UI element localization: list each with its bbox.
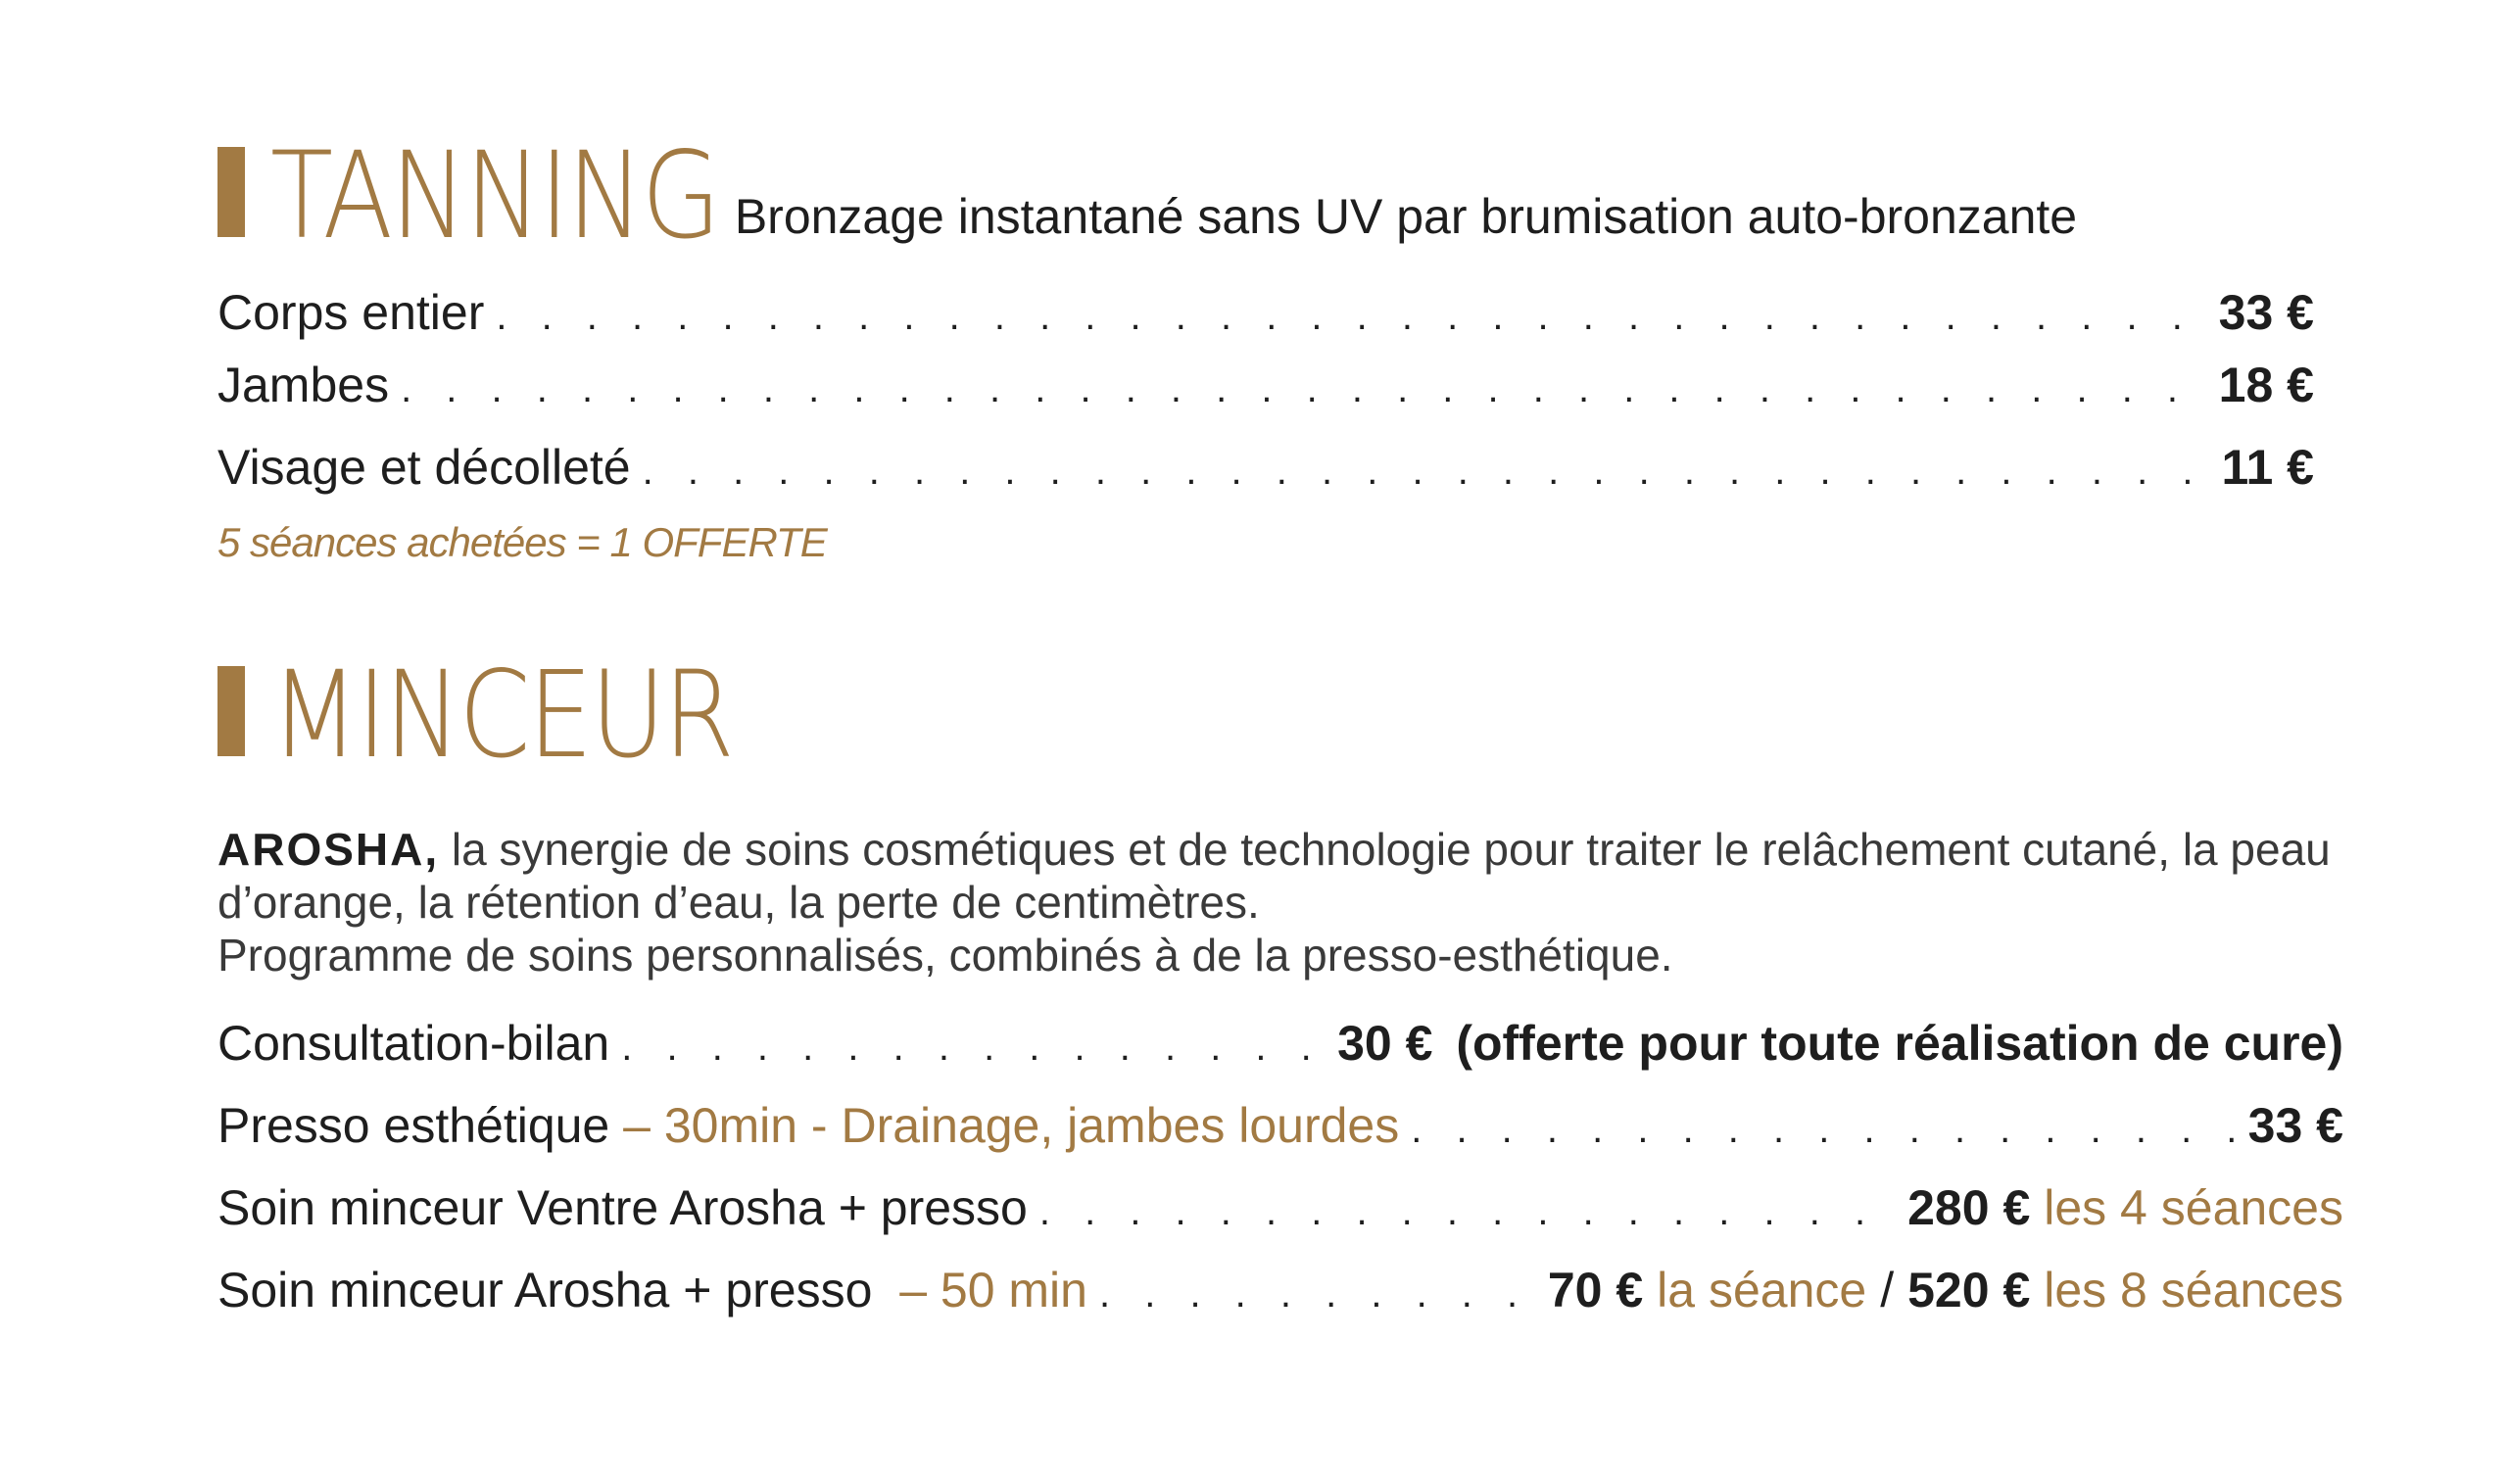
item-label: Visage et décolleté [217,440,631,495]
item-label [217,1097,1399,1154]
item-price: 33 € [2218,285,2314,340]
tanning-title: TANNING [270,126,719,265]
price-row-visage [217,439,2314,496]
item-label: Corps entier [217,285,485,340]
price-value: 70 € [1547,1263,1644,1317]
item-label-main: Soin minceur Arosha + presso [217,1263,873,1317]
price-value: 280 € [1907,1180,2031,1235]
minceur-intro [217,823,2353,981]
price-row-presso [217,1097,2343,1154]
item-price [1548,1262,2343,1318]
item-price [1907,1179,2343,1236]
tanning-section-header [217,126,2078,265]
dot-leader [643,439,2210,496]
price-row-corps-entier [217,284,2314,341]
price-note: la séance [1657,1263,1867,1317]
minceur-section-header [217,646,807,785]
item-price: 33 € [2247,1098,2343,1153]
item-label: Consultation-bilan [217,1016,610,1071]
tanning-offer-note: 5 séances achetées = 1 OFFERTE [217,519,827,565]
item-label [217,1262,1087,1318]
intro-text: la synergie de soins cosmétiques et de technologie pour traiter le relâchement cutané, la peau d’orange, la rétention d’eau, la perte de centimètres. [217,824,2331,928]
price-row-arosha [217,1262,2343,1318]
intro-line-2: Programme de soins personnalisés, combinés à de la presso-esthétique. [217,930,1673,981]
price-note: (offerte pour toute réalisation de cure) [1456,1016,2343,1071]
section-marker-bar [217,147,245,237]
dot-leader [1039,1179,1896,1236]
dot-leader [621,1015,1326,1072]
price-row-jambes [217,357,2314,413]
item-price: 18 € [2218,358,2314,412]
section-marker-bar [217,666,245,756]
item-price: 11 € [2221,440,2314,495]
price-note-2: les 8 séances [2044,1263,2343,1317]
price-row-consultation [217,1015,2343,1072]
item-label-main: Presso esthétique [217,1098,610,1153]
dot-leader [401,357,2207,413]
price-value: 30 € [1337,1016,1433,1071]
item-detail: – 30min - Drainage, jambes lourdes [609,1098,1400,1153]
price-row-ventre [217,1179,2343,1236]
minceur-title: MINCEUR [270,646,733,785]
price-separator: / [1880,1263,1895,1317]
price-note: les 4 séances [2044,1180,2343,1235]
brand-name: AROSHA, [217,824,440,875]
item-price [1337,1015,2343,1072]
item-detail: – 50 min [872,1263,1087,1317]
item-label: Soin minceur Ventre Arosha + presso [217,1180,1028,1235]
dot-leader [496,284,2206,341]
dot-leader [1099,1262,1536,1318]
price-value-2: 520 € [1907,1263,2031,1317]
tanning-subtitle: Bronzage instantané sans UV par brumisation auto-bronzante [734,189,2078,244]
item-label: Jambes [217,358,390,412]
dot-leader [1411,1097,2236,1154]
